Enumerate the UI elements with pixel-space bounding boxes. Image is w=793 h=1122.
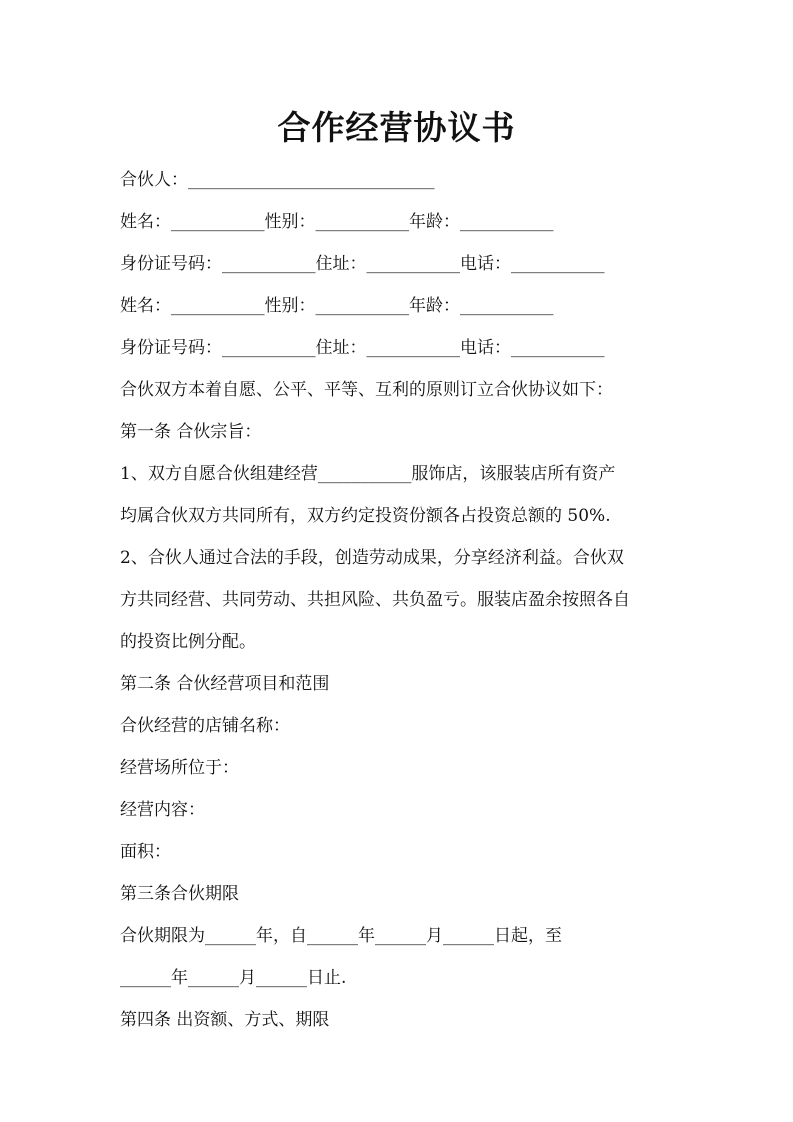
- business-content-line: 经营内容：: [120, 800, 205, 820]
- preamble-line: 合伙双方本着自愿、公平、平等、互利的原则订立合伙协议如下：: [120, 380, 613, 400]
- party-b-name-line: 姓名：___________性别：___________年龄：___________: [120, 296, 554, 316]
- article-1-heading: 第一条 合伙宗旨：: [120, 422, 262, 442]
- store-name-line: 合伙经营的店铺名称：: [120, 716, 290, 736]
- partner-line: 合伙人：_____________________________: [120, 170, 435, 190]
- location-line: 经营场所位于：: [120, 758, 239, 778]
- article-2-heading: 第二条 合伙经营项目和范围: [120, 674, 330, 694]
- article-1-clause-2c: 的投资比例分配。: [120, 632, 256, 652]
- party-a-id-line: 身份证号码：___________住址：___________电话：___________: [120, 254, 605, 274]
- area-line: 面积：: [120, 842, 171, 862]
- article-1-clause-1b: 均属合伙双方共同所有，双方约定投资份额各占投资总额的 50%.: [120, 506, 611, 526]
- article-1-clause-1a: 1、双方自愿合伙组建经营___________服饰店，该服装店所有资产: [120, 464, 616, 484]
- article-1-clause-2b: 方共同经营、共同劳动、共担风险、共负盈亏。服装店盈余按照各自: [120, 590, 630, 610]
- document-title: 合作经营协议书: [277, 108, 516, 147]
- article-3-heading: 第三条合伙期限: [120, 884, 239, 904]
- article-4-heading: 第四条 出资额、方式、期限: [120, 1010, 330, 1030]
- article-1-clause-2a: 2、合伙人通过合法的手段，创造劳动成果，分享经济利益。合伙双: [120, 548, 624, 568]
- term-line-a: 合伙期限为______年，自______年______月______日起，至: [120, 926, 562, 946]
- party-b-id-line: 身份证号码：___________住址：___________电话：___________: [120, 338, 605, 358]
- term-line-b: ______年______月______日止.: [120, 968, 347, 988]
- party-a-name-line: 姓名：___________性别：___________年龄：___________: [120, 212, 554, 232]
